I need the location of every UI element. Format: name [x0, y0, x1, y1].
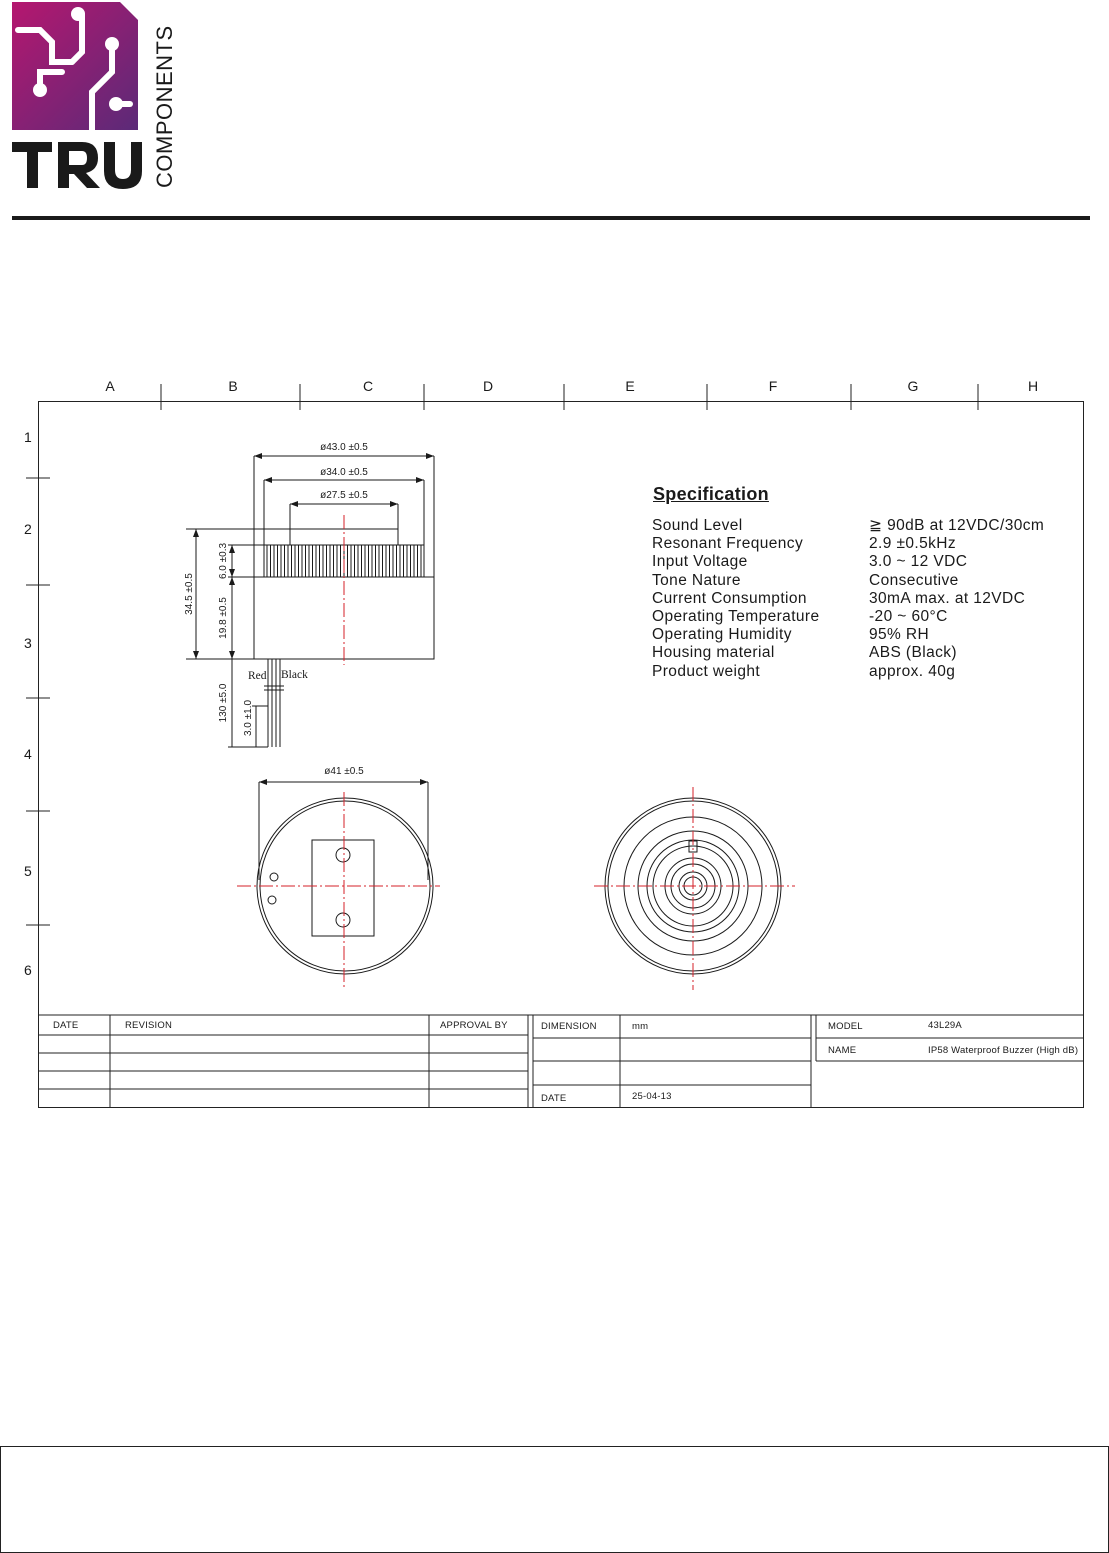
grid-row-label: 1 — [24, 429, 32, 445]
dim-height-body: 19.8 ±0.5 — [218, 597, 229, 639]
spec-key: Input Voltage — [652, 553, 748, 571]
brand-subtitle: COMPONENTS — [152, 25, 177, 188]
grid-col-label: H — [1027, 378, 1039, 394]
spec-value: 95% RH — [869, 626, 930, 644]
spec-key: Housing material — [652, 644, 775, 662]
spec-value: Consecutive — [869, 571, 959, 589]
spec-key: Operating Temperature — [652, 608, 820, 626]
grid-col-label: D — [482, 378, 494, 394]
spec-value: 2.9 ±0.5kHz — [869, 535, 957, 553]
spec-value: -20 ~ 60°C — [869, 608, 948, 626]
spec-value: ABS (Black) — [869, 644, 957, 662]
spec-value: 30mA max. at 12VDC — [869, 589, 1026, 607]
grid-col-label: G — [907, 378, 919, 394]
spec-value: approx. 40g — [869, 662, 956, 680]
spec-value: ≧ 90dB at 12VDC/30cm — [869, 517, 1045, 534]
dim-wire-strip: 3.0 ±1.0 — [243, 699, 254, 737]
dim-wire-length: 130 ±5.0 — [218, 683, 229, 723]
grid-row-label: 5 — [24, 863, 32, 879]
grid-row-label: 6 — [24, 962, 32, 978]
specification-title: Specification — [653, 484, 769, 504]
dim-dia-bottom: ø41 ±0.5 — [324, 766, 364, 777]
tb-name-label: NAME — [828, 1045, 857, 1056]
grid-col-label: B — [228, 378, 238, 394]
spec-key: Resonant Frequency — [652, 535, 804, 553]
tb-dimension-value: mm — [632, 1021, 649, 1032]
tb-dimension-label: DIMENSION — [541, 1021, 597, 1032]
spec-key: Sound Level — [652, 517, 743, 534]
spec-key: Current Consumption — [652, 589, 807, 607]
spec-key: Tone Nature — [652, 571, 741, 589]
tb-approval-header: APPROVAL BY — [440, 1020, 508, 1031]
grid-col-label: C — [362, 378, 374, 394]
tb-date-label: DATE — [541, 1093, 567, 1104]
grid-col-label: A — [105, 378, 115, 394]
dim-height-total: 34.5 ±0.5 — [184, 573, 195, 615]
grid-row-label: 3 — [24, 635, 32, 651]
grid-col-label: E — [625, 378, 635, 394]
dim-dia-top: ø27.5 ±0.5 — [320, 490, 368, 501]
spec-key: Operating Humidity — [652, 626, 792, 644]
tb-revision-header: REVISION — [125, 1020, 172, 1031]
spec-value: 3.0 ~ 12 VDC — [869, 553, 968, 571]
tb-model-value: 43L29A — [928, 1020, 962, 1031]
footer-box — [0, 1446, 1109, 1553]
dim-dia-mid: ø34.0 ±0.5 — [320, 467, 368, 478]
grid-row-label: 4 — [24, 746, 32, 762]
grid-row-label: 2 — [24, 521, 32, 537]
dim-height-ring: 6.0 ±0.3 — [218, 542, 229, 580]
tb-date-header: DATE — [53, 1020, 79, 1031]
tb-date-value: 25-04-13 — [632, 1091, 672, 1102]
wire-red-label: Red — [248, 670, 267, 682]
tb-name-value: IP58 Waterproof Buzzer (High dB) — [928, 1045, 1079, 1056]
wire-black-label: Black — [281, 669, 308, 681]
tb-model-label: MODEL — [828, 1021, 863, 1032]
grid-col-label: F — [768, 378, 778, 394]
spec-key: Product weight — [652, 662, 761, 680]
dim-dia-outer: ø43.0 ±0.5 — [320, 442, 368, 453]
